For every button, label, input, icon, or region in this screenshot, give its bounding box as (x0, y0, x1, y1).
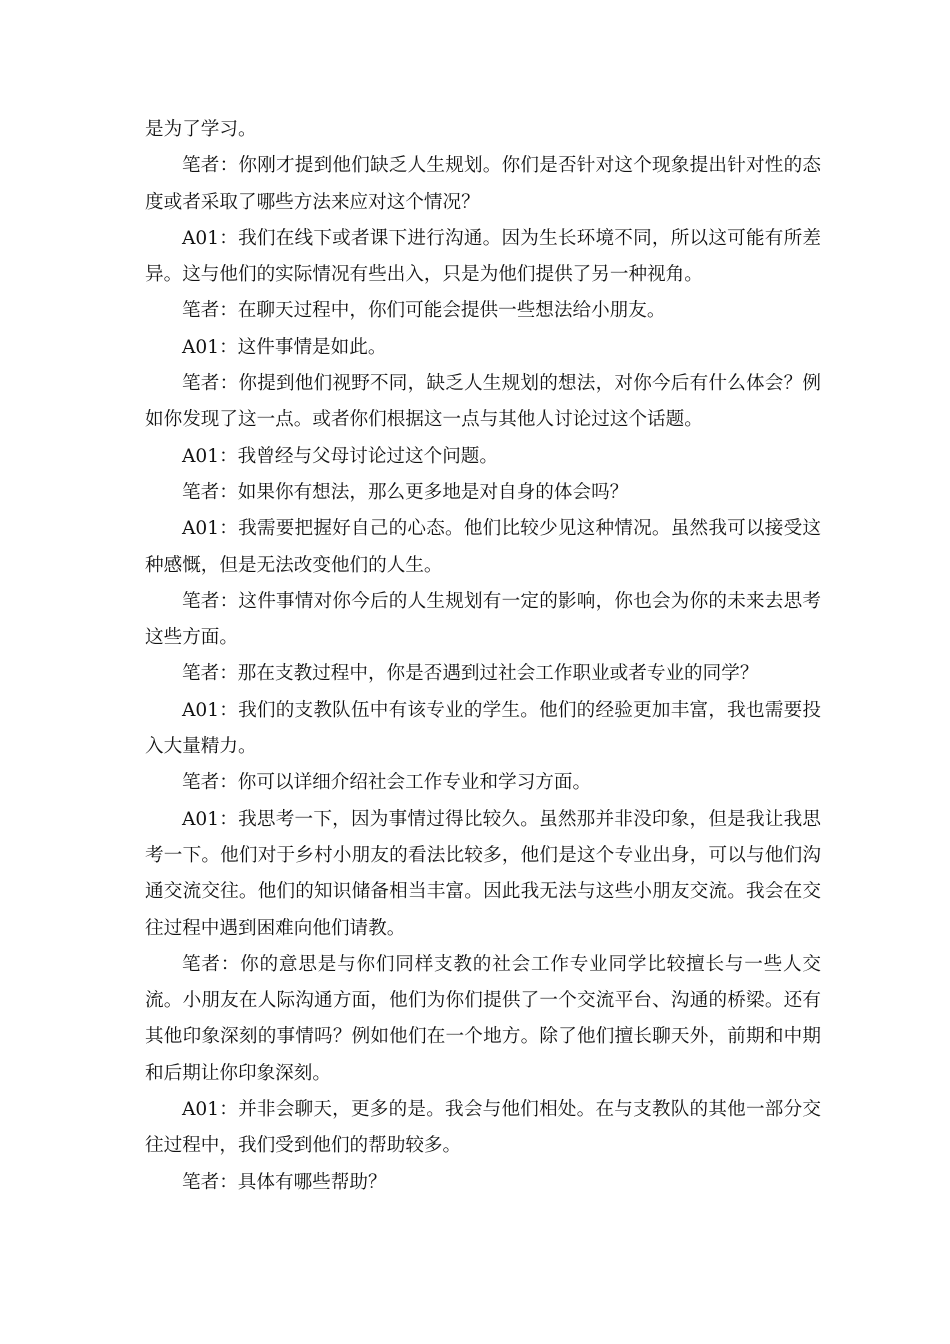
paragraph-interviewer: 笔者：那在支教过程中，你是否遇到过社会工作职业或者专业的同学？ (182, 663, 759, 685)
paragraph-interviewer: 笔者：你提到他们视野不同，缺乏人生规划的想法，对你今后有什么体会？例如你发现了这一点。或者你们根据这一点与其他人讨论过这个话题。 (145, 373, 821, 431)
paragraph-respondent: A01：我思考一下，因为事情过得比较久。虽然那并非没印象，但是我让我思考一下。他们对于乡村小朋友的看法比较多，他们是这个专业出身，可以与他们沟通交流交往。他们的知识储备相当丰富。因此我无法与这些小朋友交流。我会在交往过程中遇到困难向他们请教。 (145, 808, 821, 939)
paragraph-interviewer: 笔者：这件事情对你今后的人生规划有一定的影响，你也会为你的未来去思考这些方面。 (145, 590, 821, 649)
paragraph-respondent: A01：我需要把握好自己的心态。他们比较少见这种情况。虽然我可以接受这种感慨，但是无法改变他们的人生。 (145, 518, 821, 576)
paragraph-respondent: A01：这件事情是如此。 (182, 336, 387, 358)
paragraph-interviewer: 笔者：在聊天过程中，你们可能会提供一些想法给小朋友。 (182, 300, 666, 322)
paragraph-respondent: A01：并非会聊天，更多的是。我会与他们相处。在与支教队的其他一部分交往过程中，我们受到他们的帮助较多。 (145, 1099, 821, 1157)
paragraph-interviewer: 笔者：具体有哪些帮助？ (182, 1171, 387, 1193)
paragraph-interviewer: 笔者：你刚才提到他们缺乏人生规划。你们是否针对这个现象提出针对性的态度或者采取了哪些方法来应对这个情况？ (145, 155, 821, 213)
paragraph-respondent: A01：我们的支教队伍中有该专业的学生。他们的经验更加丰富，我也需要投入大量精力。 (145, 699, 821, 758)
paragraph-respondent: A01：我们在线下或者课下进行沟通。因为生长环境不同，所以这可能有所差异。这与他们的实际情况有些出入，只是为他们提供了另一种视角。 (145, 227, 821, 286)
paragraph-interviewer: 笔者：如果你有想法，那么更多地是对自身的体会吗？ (182, 481, 629, 503)
paragraph-continuation: 是为了学习。 (145, 119, 257, 140)
document-body (145, 112, 821, 1201)
paragraph-interviewer: 笔者：你可以详细介绍社会工作专业和学习方面。 (182, 772, 592, 794)
paragraph-interviewer: 笔者：你的意思是与你们同样支教的社会工作专业同学比较擅长与一些人交流。小朋友在人际沟通方面，他们为你们提供了一个交流平台、沟通的桥梁。还有其他印象深刻的事情吗？例如他们在一个地方。除了他们擅长聊天外，前期和中期和后期让你印象深刻。 (145, 953, 821, 1084)
paragraph-respondent: A01：我曾经与父母讨论过这个问题。 (182, 445, 498, 467)
